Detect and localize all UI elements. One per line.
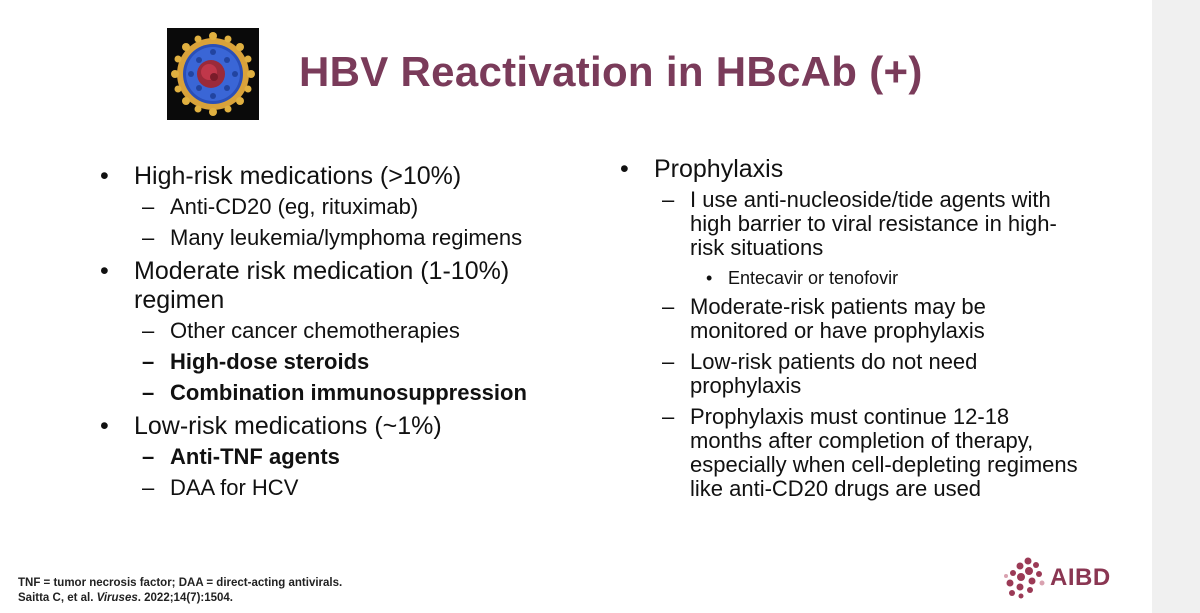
left-column <box>100 162 600 507</box>
sub-list-item <box>100 350 600 374</box>
background-edge <box>1152 0 1200 613</box>
sub-item-text: DAA for HCV <box>170 475 299 500</box>
citation-authors: Saitta C, et al. <box>18 592 97 604</box>
sub-list-item <box>100 445 600 469</box>
sub-item-text: I use anti-nucleoside/tide agents with high barrier to viral resistance in high-risk situations <box>690 187 1057 260</box>
dash-bullet: – <box>142 225 155 250</box>
dash-bullet: – <box>662 294 675 319</box>
footnote-line-2 <box>18 591 342 606</box>
dash-bullet: – <box>142 444 155 469</box>
dash-bullet: – <box>662 187 675 212</box>
citation-details: . 2022;14(7):1504. <box>137 592 234 604</box>
bullet: • <box>100 257 109 285</box>
sub-item-text: Anti-TNF agents <box>170 444 340 469</box>
footnote <box>18 576 342 606</box>
footnote-line-1: TNF = tumor necrosis factor; DAA = direct-acting antivirals. <box>18 577 343 589</box>
sub-sub-list-item <box>620 267 1140 289</box>
list-item <box>100 162 600 191</box>
dash-bullet: – <box>142 380 155 405</box>
hbv-virus-icon <box>169 30 257 118</box>
sub-list-item <box>100 381 600 405</box>
sub-item-text: Low-risk patients do not need prophylaxis <box>690 349 978 398</box>
sub-item-text: Many leukemia/lymphoma regimens <box>170 225 523 250</box>
sub-item-text: Moderate-risk patients may be monitored or have prophylaxis <box>690 294 986 343</box>
dash-bullet: – <box>662 404 675 429</box>
logo-text: AIBD <box>1050 564 1111 591</box>
sub-list-item <box>100 319 600 343</box>
bullet: • <box>100 412 109 440</box>
sub-list-item <box>620 295 1080 343</box>
dot-cluster-logo-icon <box>1002 556 1046 600</box>
list-item-text: Moderate risk medication (1-10%) regimen <box>134 257 510 314</box>
bullet: • <box>706 268 713 288</box>
sub-list-item <box>620 405 1080 501</box>
dash-bullet: – <box>142 318 155 343</box>
sub-sub-item-text: Entecavir or tenofovir <box>728 268 899 288</box>
sub-item-text: Anti-CD20 (eg, rituximab) <box>170 194 419 219</box>
list-item <box>620 155 1140 184</box>
citation-journal: Viruses <box>96 592 138 604</box>
sub-item-text: Prophylaxis must continue 12-18 months after completion of therapy, especially when cell-depleting regimens like anti-CD20 drugs are used <box>690 404 1078 501</box>
list-item <box>100 412 600 441</box>
bullet: • <box>620 155 629 183</box>
dash-bullet: – <box>142 349 155 374</box>
sub-item-text: Other cancer chemotherapies <box>170 318 460 343</box>
list-item-text: High-risk medications (>10%) <box>134 162 462 190</box>
dash-bullet: – <box>142 475 155 500</box>
list-item <box>100 257 600 315</box>
dash-bullet: – <box>142 194 155 219</box>
sub-list-item <box>620 350 1080 398</box>
bullet: • <box>100 162 109 190</box>
sub-list-item <box>100 476 600 500</box>
list-item-text: Low-risk medications (~1%) <box>134 412 442 440</box>
sub-list-item <box>100 226 600 250</box>
sub-item-text: Combination immunosuppression <box>170 380 527 405</box>
slide-title: HBV Reactivation in HBcAb (+) <box>299 48 923 95</box>
sub-item-text: High-dose steroids <box>170 349 370 374</box>
sub-list-item <box>620 188 1080 260</box>
hbv-virus-image <box>167 28 259 120</box>
dash-bullet: – <box>662 349 675 374</box>
aibd-logo <box>1002 556 1111 600</box>
sub-list-item <box>100 195 600 219</box>
list-item-text: Prophylaxis <box>654 155 784 183</box>
right-column <box>620 155 1140 508</box>
